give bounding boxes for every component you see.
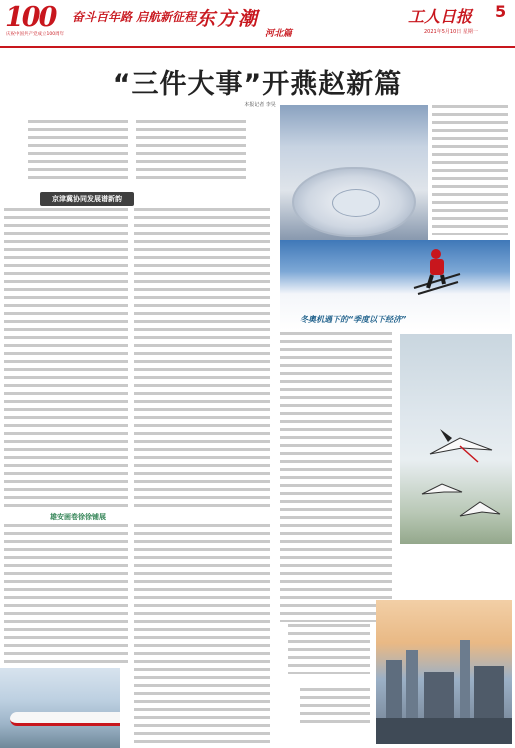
stork-photo <box>400 334 512 544</box>
industry-photo <box>376 600 512 744</box>
editor-credits <box>300 688 370 728</box>
stadium-shape <box>292 167 416 237</box>
masthead-slogan: 奋斗百年路 启航新征程 <box>72 10 197 24</box>
lead-paragraph-left <box>28 120 128 184</box>
factory-skyline <box>376 600 512 744</box>
subhead-xiongan: 雄安画卷徐徐铺展 <box>50 513 106 521</box>
train-photo <box>0 668 120 748</box>
stork-figures <box>400 334 512 544</box>
body-column-2 <box>134 208 270 508</box>
section-subtitle: 河北篇 <box>265 29 293 39</box>
logo-number: 100 <box>5 2 56 33</box>
centenary-logo <box>5 2 67 32</box>
subhead-coordinated-development: 京津冀协同发展谱新韵 <box>40 192 134 206</box>
masthead-subline: 庆祝中国共产党成立100周年 <box>6 32 65 37</box>
section-title: 东方潮 <box>196 8 260 30</box>
byline: 本报记者 李昊 <box>244 102 276 108</box>
body-column-3 <box>4 524 128 664</box>
skier-figure <box>412 244 462 304</box>
right-column-text <box>432 105 508 235</box>
body-column-1 <box>4 208 128 508</box>
lead-paragraph-right <box>136 120 246 184</box>
notes-column <box>288 624 370 674</box>
subhead-winter-olympics: 冬奥机遇下的“季度以下经济” <box>300 315 407 324</box>
page-headline: “三件大事”开燕赵新篇 <box>112 69 403 100</box>
page-number: 5 <box>495 2 507 21</box>
body-column-5 <box>280 332 392 622</box>
bullet-train <box>10 712 120 726</box>
newspaper-name: 工人日报 <box>408 7 473 26</box>
masthead <box>0 0 515 48</box>
issue-date: 2021年5月10日 星期一 <box>424 29 478 35</box>
body-column-4 <box>134 524 270 744</box>
